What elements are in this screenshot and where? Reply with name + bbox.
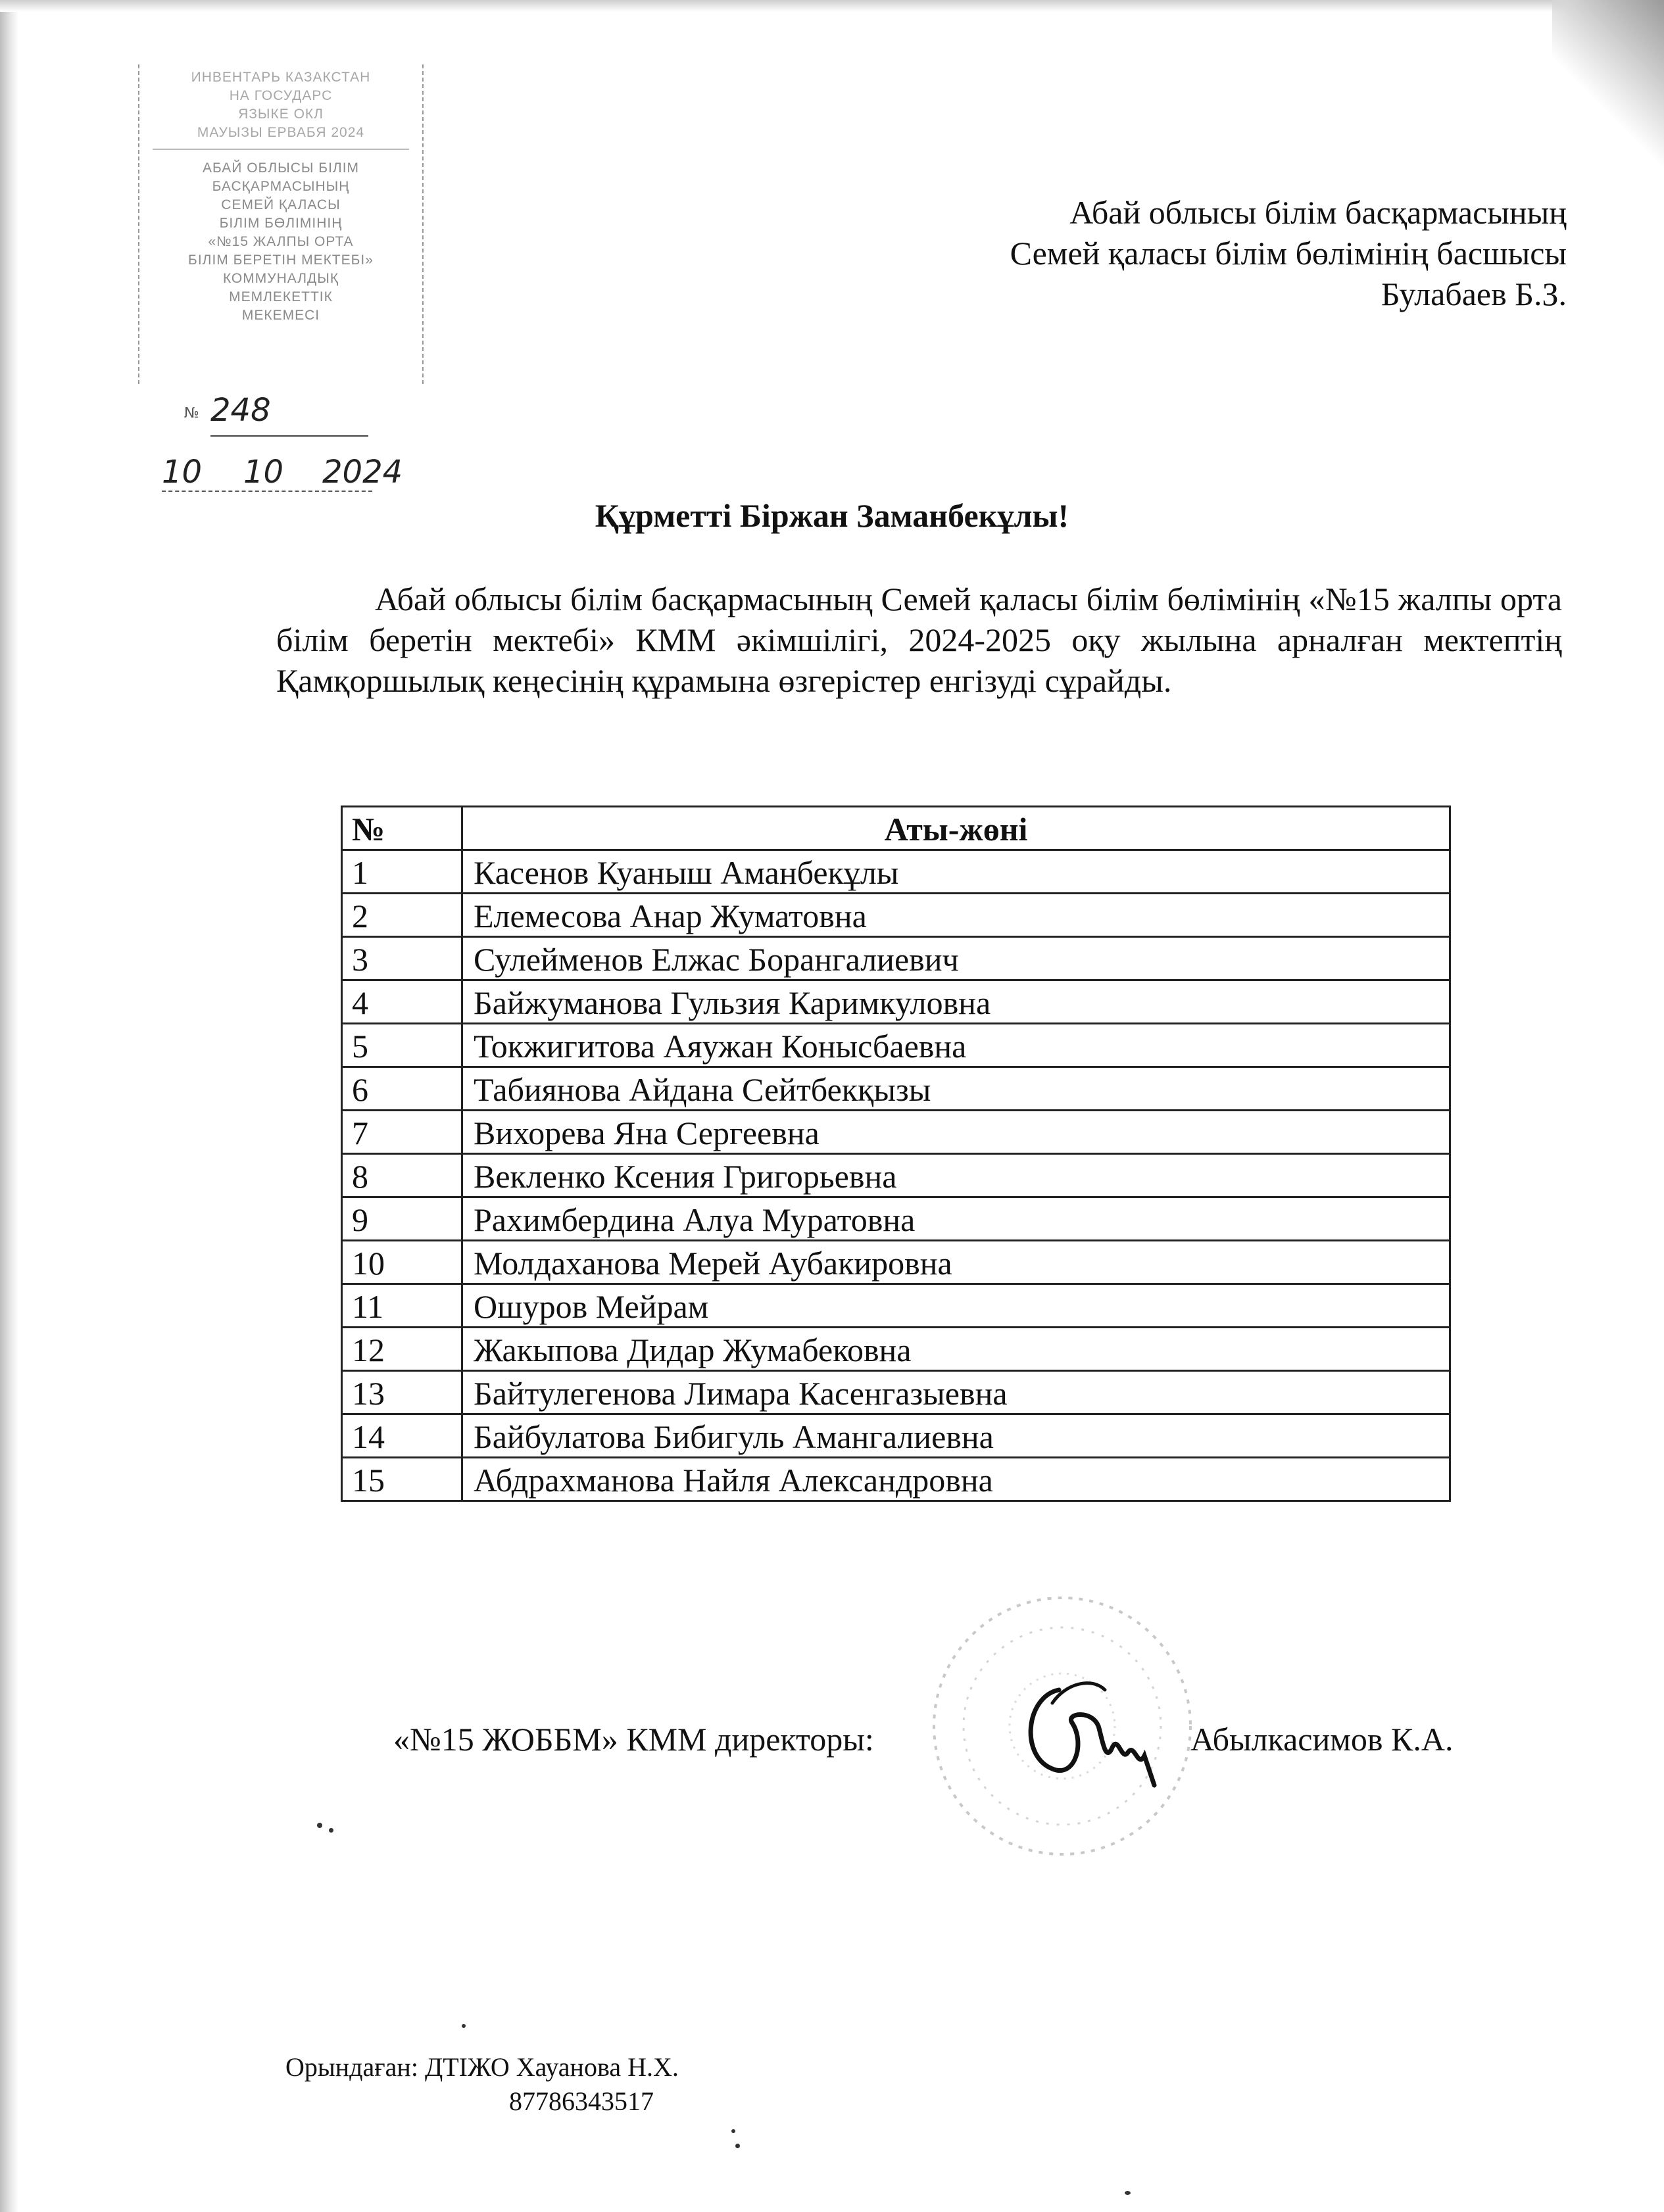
row-number: 11 bbox=[342, 1284, 462, 1328]
table-row bbox=[342, 1328, 1450, 1371]
registration-number-prefix: № bbox=[184, 405, 199, 421]
stamp-line: БІЛІМ БӨЛІМІНІҢ bbox=[219, 216, 343, 231]
member-name: Касенов Куаныш Аманбекұлы bbox=[462, 850, 1450, 894]
stamp-line: СЕМЕЙ ҚАЛАСЫ bbox=[221, 197, 341, 212]
table-row bbox=[342, 1371, 1450, 1414]
table-header-row bbox=[342, 807, 1450, 850]
registration-number: 248 bbox=[210, 392, 271, 429]
registration-day: 10 bbox=[162, 454, 203, 491]
registration-mark bbox=[162, 392, 403, 506]
member-name: Вихорева Яна Сергеевна bbox=[462, 1111, 1450, 1154]
row-number: 2 bbox=[342, 894, 462, 937]
table-row bbox=[342, 1197, 1450, 1241]
member-name: Абдрахманова Найля Александровна bbox=[462, 1458, 1450, 1501]
registration-year: 2024 bbox=[322, 454, 403, 491]
registration-month: 10 bbox=[243, 454, 284, 491]
row-number: 1 bbox=[342, 850, 462, 894]
member-name: Токжигитова Аяужан Конысбаевна bbox=[462, 1024, 1450, 1067]
salutation: Құрметті Біржан Заманбекұлы! bbox=[595, 497, 1069, 534]
scan-speck bbox=[735, 2144, 740, 2148]
executor-block bbox=[285, 2050, 679, 2119]
row-number: 15 bbox=[342, 1458, 462, 1501]
table-row bbox=[342, 1067, 1450, 1111]
stamp-top-block bbox=[139, 68, 422, 142]
table-row bbox=[342, 1284, 1450, 1328]
row-number: 3 bbox=[342, 937, 462, 980]
stamp-line: БАСҚАРМАСЫНЫҢ bbox=[212, 179, 350, 194]
table-row bbox=[342, 850, 1450, 894]
scan-speck bbox=[329, 1828, 333, 1833]
table-row bbox=[342, 1154, 1450, 1197]
letter-body: Абай облысы білім басқармасының Семей қаласы білім бөлімінің «№15 жалпы орта білім беретін мектебі» КММ әкімшілігі, 2024-2025 оқу жылына арналған мектептің Қамқоршылық кеңесінің құрамына өзгерістер енгізуді сұрайды. bbox=[276, 581, 1562, 699]
row-number: 8 bbox=[342, 1154, 462, 1197]
page-fold-corner bbox=[1552, 0, 1664, 171]
column-header-number: № bbox=[342, 807, 462, 850]
member-name: Векленко Ксения Григорьевна bbox=[462, 1154, 1450, 1197]
stamp-line: МЕКЕМЕСІ bbox=[241, 308, 320, 323]
stamp-top-line: НА ГОСУДАРС bbox=[229, 88, 333, 103]
column-header-name: Аты-жөні bbox=[462, 807, 1450, 850]
member-name: Молдаханова Мерей Аубакировна bbox=[462, 1241, 1450, 1284]
row-number: 4 bbox=[342, 980, 462, 1024]
stamp-line: КОММУНАЛДЫҚ bbox=[222, 271, 339, 286]
member-name: Байбулатова Бибигуль Амангалиевна bbox=[462, 1414, 1450, 1458]
row-number: 10 bbox=[342, 1241, 462, 1284]
stamp-line: АБАЙ ОБЛЫСЫ БІЛІМ bbox=[202, 160, 360, 176]
table-row bbox=[342, 980, 1450, 1024]
row-number: 13 bbox=[342, 1371, 462, 1414]
registration-underline bbox=[210, 435, 368, 437]
addressee-line: Семей қаласы білім бөлімінің басшысы bbox=[1010, 235, 1567, 272]
executor-phone: 87786343517 bbox=[509, 2086, 654, 2116]
row-number: 9 bbox=[342, 1197, 462, 1241]
scan-speck bbox=[731, 2129, 735, 2133]
scan-speck bbox=[1125, 2191, 1131, 2195]
stamp-divider bbox=[153, 149, 409, 150]
stamp-top-line: МАУЫЗЫ ЕРВАБЯ 2024 bbox=[197, 125, 365, 140]
table-row bbox=[342, 1241, 1450, 1284]
addressee-name: Булабаев Б.З. bbox=[1381, 276, 1567, 312]
corner-stamp bbox=[138, 64, 424, 384]
stamp-line: «№15 ЖАЛПЫ ОРТА bbox=[208, 234, 354, 249]
members-table bbox=[341, 805, 1451, 1502]
member-name: Рахимбердина Алуа Муратовна bbox=[462, 1197, 1450, 1241]
signatory-name: Абылкасимов К.А. bbox=[1190, 1721, 1454, 1758]
stamp-line: БІЛІМ БЕРЕТІН МЕКТЕБІ» bbox=[188, 252, 374, 268]
stamp-top-line: ЯЗЫКЕ ОКЛ bbox=[238, 107, 324, 122]
row-number: 12 bbox=[342, 1328, 462, 1371]
signatory-role: «№15 ЖОББМ» КММ директоры: bbox=[393, 1721, 874, 1758]
table-row bbox=[342, 1111, 1450, 1154]
director-signature bbox=[1013, 1664, 1177, 1795]
member-name: Байтулегенова Лимара Касенгазыевна bbox=[462, 1371, 1450, 1414]
table-row bbox=[342, 894, 1450, 937]
stamp-line: МЕМЛЕКЕТТІК bbox=[229, 289, 333, 304]
scan-edge-top bbox=[0, 0, 1664, 12]
row-number: 5 bbox=[342, 1024, 462, 1067]
member-name: Табиянова Айдана Сейтбекқызы bbox=[462, 1067, 1450, 1111]
table-row bbox=[342, 1414, 1450, 1458]
member-name: Елемесова Анар Жуматовна bbox=[462, 894, 1450, 937]
row-number: 7 bbox=[342, 1111, 462, 1154]
member-name: Сулейменов Елжас Борангалиевич bbox=[462, 937, 1450, 980]
table-row bbox=[342, 1024, 1450, 1067]
executor-line: Орындаған: ДТІЖО Хауанова Н.Х. bbox=[285, 2052, 679, 2082]
table-row bbox=[342, 937, 1450, 980]
row-number: 14 bbox=[342, 1414, 462, 1458]
addressee-block bbox=[1010, 192, 1567, 314]
member-name: Байжуманова Гульзия Каримкуловна bbox=[462, 980, 1450, 1024]
member-name: Ошуров Мейрам bbox=[462, 1284, 1450, 1328]
table-row bbox=[342, 1458, 1450, 1501]
scan-speck bbox=[462, 2024, 466, 2028]
addressee-line: Абай облысы білім басқармасының bbox=[1069, 194, 1567, 231]
member-name: Жакыпова Дидар Жумабековна bbox=[462, 1328, 1450, 1371]
stamp-top-line: ИНВЕНТАРЬ КАЗАКСТАН bbox=[191, 70, 371, 85]
scan-speck bbox=[317, 1823, 322, 1828]
row-number: 6 bbox=[342, 1067, 462, 1111]
registration-date-underline bbox=[162, 491, 372, 492]
scan-edge-left bbox=[0, 0, 18, 2212]
